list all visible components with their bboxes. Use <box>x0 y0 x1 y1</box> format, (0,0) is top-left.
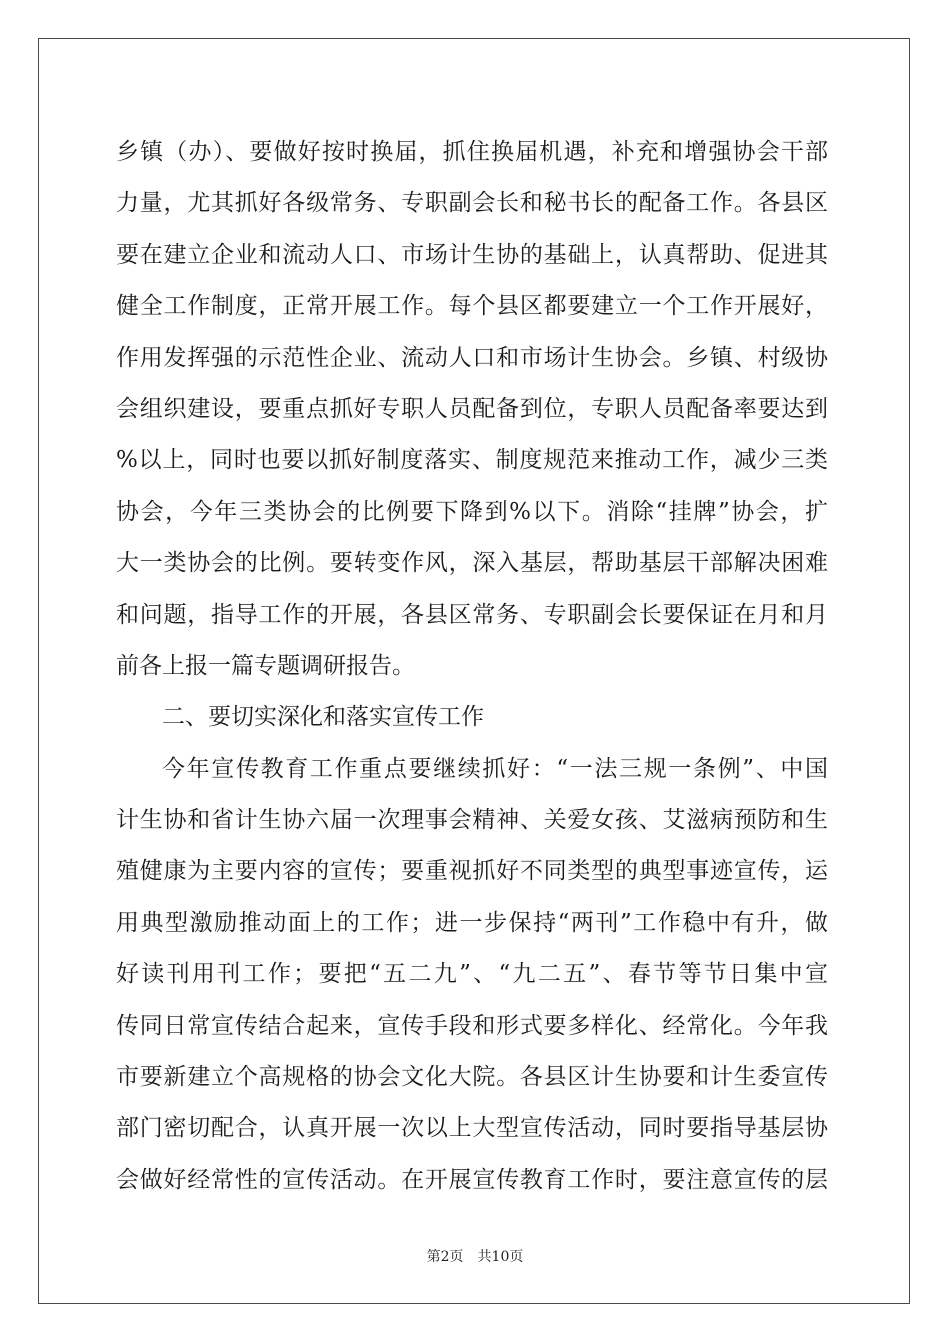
text-line: 传同日常宣传结合起来，宣传手段和形式要多样化、经常化。今年我 <box>116 1012 828 1039</box>
text-line: 用典型激励推动面上的工作；进一步保持“两刊”工作稳中有升，做 <box>116 909 828 936</box>
text-line: 好读刊用刊工作；要把“五二九”、“九二五”、春节等节日集中宣 <box>116 961 828 988</box>
text-line: 和问题，指导工作的开展，各县区常务、专职副会长要保证在月和月 <box>116 601 828 628</box>
text-line: 协会，今年三类协会的比例要下降到%以下。消除“挂牌”协会，扩 <box>116 498 828 525</box>
text-line: 计生协和省计生协六届一次理事会精神、关爱女孩、艾滋病预防和生 <box>116 807 828 834</box>
text-line: 力量，尤其抓好各级常务、专职副会长和秘书长的配备工作。各县区 <box>116 190 828 217</box>
page-footer <box>0 1246 950 1266</box>
text-line: 部门密切配合，认真开展一次以上大型宣传活动，同时要指导基层协 <box>116 1115 828 1142</box>
text-line: 今年宣传教育工作重点要继续抓好：“一法三规一条例”、中国 <box>162 755 828 782</box>
text-line: 大一类协会的比例。要转变作风，深入基层，帮助基层干部解决困难 <box>116 550 828 577</box>
text-line: 会组织建设，要重点抓好专职人员配备到位，专职人员配备率要达到 <box>116 395 828 422</box>
page-number: 第2页 <box>426 1249 464 1265</box>
text-line: 市要新建立个高规格的协会文化大院。各县区计生协要和计生委宣传 <box>116 1064 828 1091</box>
text-line: 要在建立企业和流动人口、市场计生协的基础上，认真帮助、促进其 <box>116 241 828 268</box>
text-line: 前各上报一篇专题调研报告。 <box>116 652 415 679</box>
text-line: 作用发挥强的示范性企业、流动人口和市场计生协会。乡镇、村级协 <box>116 344 828 371</box>
page-total: 共10页 <box>477 1249 524 1265</box>
document-body <box>116 127 828 1206</box>
text-line: 殖健康为主要内容的宣传；要重视抓好不同类型的典型事迹宣传，运 <box>116 858 828 885</box>
text-line: %以上，同时也要以抓好制度落实、制度规范来推动工作，减少三类 <box>116 447 828 474</box>
text-line: 健全工作制度，正常开展工作。每个县区都要建立一个工作开展好， <box>116 293 828 320</box>
section-heading: 二、要切实深化和落实宣传工作 <box>162 704 484 731</box>
text-line: 会做好经常性的宣传活动。在开展宣传教育工作时，要注意宣传的层 <box>116 1166 828 1193</box>
text-line: 乡镇（办）、要做好按时换届，抓住换届机遇，补充和增强协会干部 <box>116 139 828 165</box>
